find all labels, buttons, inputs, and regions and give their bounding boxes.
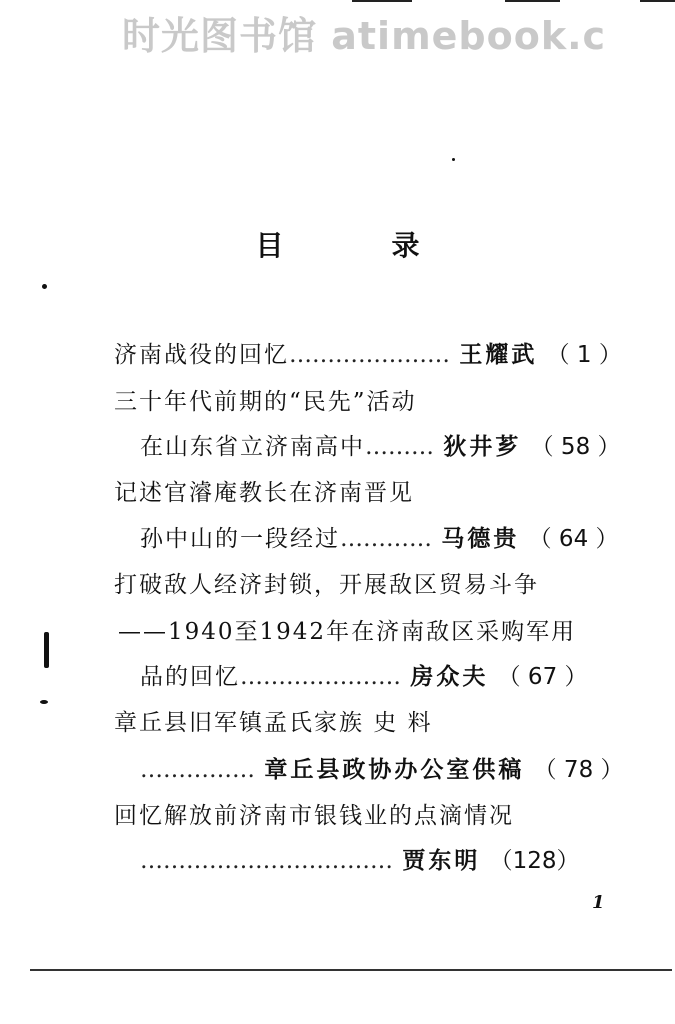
entry-author: 狄井芗 — [443, 434, 522, 460]
entry-title: ——1940至1942年在济南敌区采购军用 — [118, 619, 577, 645]
bottom-rule — [30, 969, 672, 971]
entry-page: （ 64 ） — [528, 526, 619, 552]
toc-entry[interactable] — [114, 333, 622, 377]
entry-page: （ 58 ） — [530, 434, 621, 460]
entry-title: 记述官濬庵教长在济南晋见 — [114, 480, 414, 506]
leader-dots: ………………… — [289, 342, 450, 368]
entry-page: （ 78 ） — [533, 757, 624, 783]
toc-entry[interactable] — [114, 380, 417, 424]
toc-entry[interactable] — [140, 655, 588, 699]
entry-page: （ 1 ） — [546, 342, 622, 368]
toc-entry[interactable] — [114, 794, 514, 838]
toc-entry[interactable] — [140, 748, 624, 792]
scan-speck — [44, 632, 49, 668]
entry-page: （ 67 ） — [497, 664, 588, 690]
entry-title: 回忆解放前济南市银钱业的点滴情况 — [114, 803, 514, 829]
entry-title: 孙中山的一段经过 — [140, 526, 340, 552]
leader-dots: …………………………… — [140, 848, 393, 874]
toc-entry[interactable] — [114, 471, 414, 515]
toc-entry[interactable] — [140, 517, 619, 561]
top-rule — [640, 0, 675, 2]
leader-dots: …………… — [140, 757, 255, 783]
watermark: 时光图书馆 atimebook.c — [122, 14, 607, 58]
scan-speck — [40, 700, 48, 704]
entry-author: 房众夫 — [410, 664, 489, 690]
toc-entry[interactable] — [140, 839, 580, 883]
entry-author: 贾东明 — [402, 848, 481, 874]
scan-speck — [42, 284, 47, 289]
entry-author: 马德贵 — [441, 526, 520, 552]
leader-dots: ………………… — [240, 664, 401, 690]
page-title: 目 录 — [255, 229, 460, 262]
toc-entry[interactable] — [118, 610, 576, 654]
toc-entry[interactable] — [114, 563, 539, 607]
top-rule — [352, 0, 412, 2]
leader-dots: ……… — [365, 434, 434, 460]
page-number: 1 — [592, 892, 605, 913]
entry-title: 三十年代前期的“民先”活动 — [114, 389, 417, 415]
entry-author: 王耀武 — [459, 342, 538, 368]
top-rule — [505, 0, 560, 2]
toc-entry[interactable] — [114, 701, 433, 745]
entry-title: 章丘县旧军镇孟氏家族 史 料 — [114, 710, 433, 736]
entry-author: 章丘县政协办公室供稿 — [264, 757, 525, 783]
scan-speck — [452, 158, 455, 161]
entry-page: （128） — [489, 848, 580, 874]
entry-title: 品的回忆 — [140, 664, 240, 690]
entry-title: 打破敌人经济封锁，开展敌区贸易斗争 — [114, 572, 539, 598]
toc-entry[interactable] — [140, 425, 621, 469]
entry-title: 济南战役的回忆 — [114, 342, 289, 368]
entry-title: 在山东省立济南高中 — [140, 434, 365, 460]
leader-dots: ………… — [340, 526, 432, 552]
